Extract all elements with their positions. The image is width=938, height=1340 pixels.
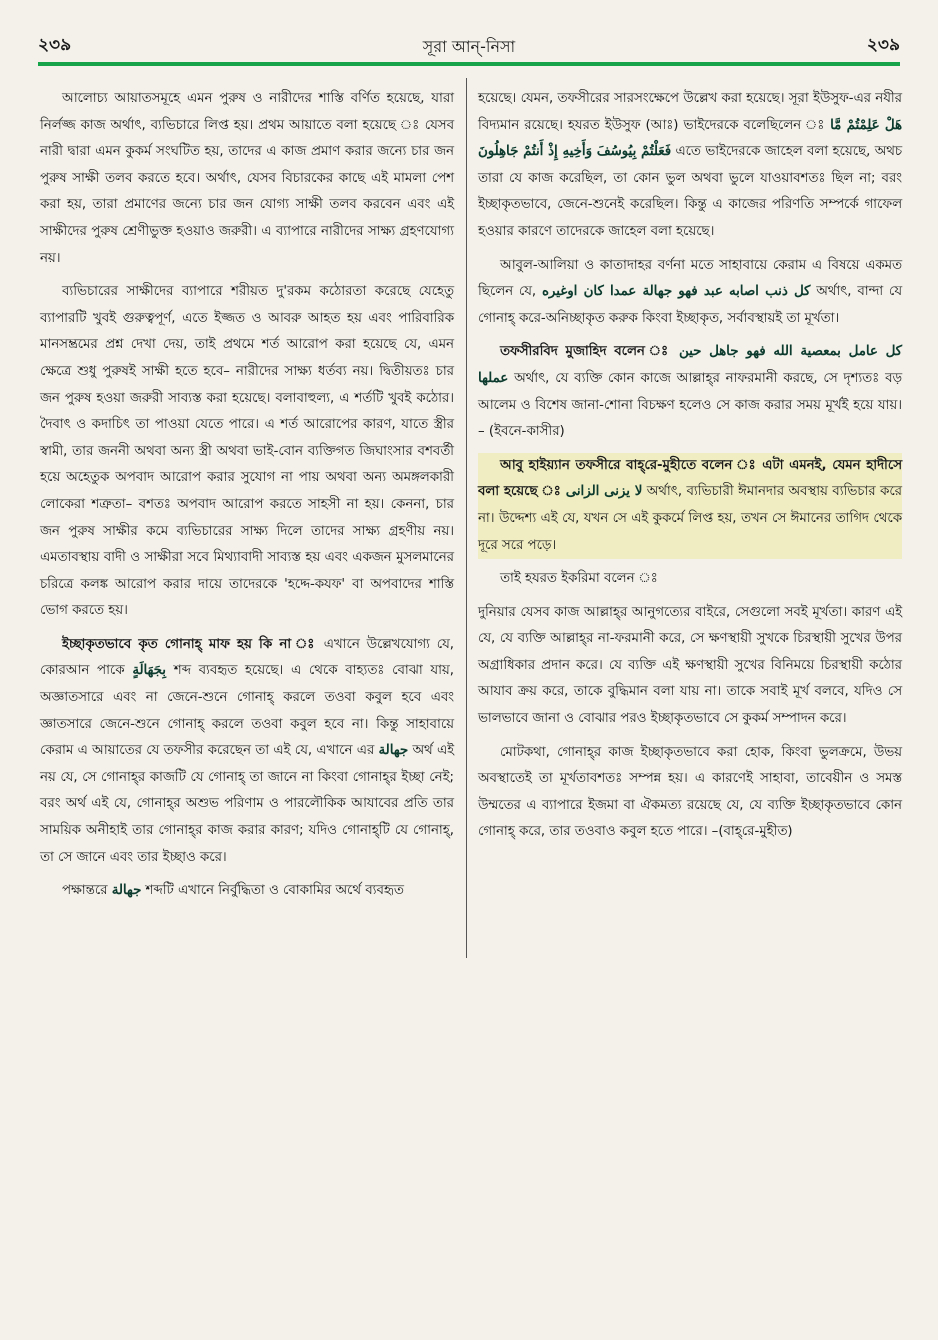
text-span: হয়েছে। যেমন, তফসীরের সারসংক্ষেপে উল্লেখ করা হয়েছে। সূরা ইউসুফ-এর নযীর বিদ্যমান রয়েছে। হযরত ইউসুফ (আঃ) ভাইদেরকে বলেছিলেন ঃ	[478, 91, 902, 133]
text-span: তফসীরবিদ মুজাহিদ বলেন ঃ	[500, 344, 679, 360]
paragraph	[478, 253, 902, 333]
page-number-right: ২৩৯	[866, 35, 900, 55]
paragraph	[478, 339, 902, 445]
text-span: অর্থাৎ, বান্দা যে গোনাহ্ করে-অনিচ্ছাকৃত করুক কিংবা ইচ্ছাকৃত, সর্বাবস্থায়ই তা মূর্খতা।	[478, 284, 902, 326]
text-span: পক্ষান্তরে	[62, 883, 112, 899]
paragraph: আলোচ্য আয়াতসমূহে এমন পুরুষ ও নারীদের শাস্তি বর্ণিত হয়েছে, যারা নির্লজ্জ কাজ অর্থাৎ, ব্যভিচারে লিপ্ত হয়। প্রথম আয়াতে বলা হয়েছে ঃ যেসব নারী দ্বারা এমন কুকর্ম সংঘটিত হয়, তাদের এ কাজ প্রমাণ করার জন্যে চার জন পুরুষ সাক্ষী তলব করতে হবে। অর্থাৎ, যেসব বিচারকের কাছে এই মামলা পেশ করা হয়, তারা প্রমাণের জন্যে চার জন যোগ্য সাক্ষী তলব করবেন এবং এই সাক্ষীদের পুরুষ শ্রেণীভুক্ত হওয়াও জরুরী। এ ব্যাপারে নারীদের সাক্ষ্য গ্রহণযোগ্য নয়।	[40, 91, 454, 266]
text-span: অর্থাৎ, যে ব্যক্তি কোন কাজে আল্লাহ্‌র নাফরমানী করছে, সে দৃশ্যতঃ বড় আলেম ও বিশেষ জানা-শোনা বিচক্ষণ হলেও সে কাজ করার সময় মূর্খই হয়ে যায়। – (ইবনে-কাসীর)	[478, 370, 902, 440]
paragraph	[40, 632, 454, 871]
page-number-left: ২৩৯	[38, 35, 72, 55]
arabic-quote: كل ذنب اصابه عبد فهو جهالة عمدا كان اوغيره	[541, 284, 811, 300]
paragraph: তাই হযরত ইকরিমা বলেন ঃ	[500, 571, 658, 587]
header-rule	[38, 62, 900, 66]
text-span: আবুল-আলিয়া ও কাতাদাহর বর্ণনা মতে সাহাবায়ে কেরাম এ বিষয়ে একমত ছিলেন যে,	[478, 257, 902, 300]
text-span: এতে ভাইদেরকে জাহেল বলা হয়েছে, অথচ তারা যে কাজ করেছিল, তা কোন ভুল অথবা ভুলে যাওয়াবশতঃ ছিল না; বরং ইচ্ছাকৃতভাবে, জেনে-শুনেই করেছিল। কিন্তু এ কাজের পরিণতি সম্পর্কে গাফেল হওয়ার কারণে তাদেরকে জাহেল বলা হয়েছে।	[478, 144, 902, 239]
column-divider	[466, 78, 467, 958]
paragraph: দুনিয়ার যেসব কাজ আল্লাহ্‌র আনুগত্যের বাইরে, সেগুলো সবই মূর্খতা। কারণ এই যে, যে ব্যক্তি আল্লাহ্‌র না-ফরমানী করে, সে ক্ষণস্থায়ী সুখকে চিরস্থায়ী সুখের উপর অগ্রাধিকার প্রদান করে। যে ব্যক্তি এই ক্ষণস্থায়ী সুখের বিনিময়ে চিরস্থায়ী কঠোর আযাব ক্রয় করে, তাকে বুদ্ধিমান বলা যায় না। তাকে সবাই মূর্খ বলবে, যদিও সে ভালভাবে জানা ও বোঝার পরও ইচ্ছাকৃতভাবে সে কুকর্ম সম্পাদন করে।	[478, 604, 902, 727]
text-span: শব্দটি এখানে নির্বুদ্ধিতা ও বোকামির অর্থে ব্যবহৃত	[141, 883, 404, 899]
section-heading: ইচ্ছাকৃতভাবে কৃত গোনাহ্ মাফ হয় কি না ঃ	[62, 636, 317, 652]
arabic-quote: جهالة	[111, 883, 142, 899]
text-span: অর্থ এই নয় যে, সে গোনাহ্‌র কাজটি যে গোনাহ্ তা জানে না কিংবা গোনাহ্‌র ইচ্ছা নেই; বরং অর্থ এই যে, গোনাহ্‌র অশুভ পরিণাম ও পারলৌকিক আযাবের প্রতি তার সাময়িক অনীহাই তার গোনাহ্‌র কাজ করার কারণ; যদিও গোনাহ্‌টি যে গোনাহ্, তা সে জানে এবং তার ইচ্ছাও করে।	[40, 743, 454, 865]
arabic-quote: بِجَهَالَةٍ	[132, 663, 166, 679]
arabic-quote: جهالة	[378, 743, 409, 759]
paragraph	[40, 878, 454, 905]
paragraph: ব্যভিচারের সাক্ষীদের ব্যাপারে শরীয়ত দু'রকম কঠোরতা করেছে যেহেতু ব্যাপারটি খুবই গুরুত্বপূর্ণ, এতে ইজ্জত ও আবরু আহত হয় এবং পারিবারিক মানসম্ভ্রমের প্রশ্ন দেখা দেয়, তাই প্রথমে শর্ত আরোপ করা হয়েছে যে, এমন ক্ষেত্রে শুধু পুরুষই সাক্ষী হতে হবে– নারীদের সাক্ষ্য ধর্তব্য নয়। দ্বিতীয়তঃ চার জন পুরুষ হওয়া জরুরী সাব্যস্ত করা হয়েছে। বলাবাহুল্য, এ শর্তটি খুবই কঠোর। দৈবাৎ ও কদাচিৎ তা পাওয়া যেতে পারে। এ শর্ত আরোপের কারণ, যাতে স্ত্রীর স্বামী, তার জননী অথবা অন্য স্ত্রী অথবা ভাই-বোন ব্যক্তিগত জিঘাংসার বশবর্তী হয়ে অহেতুক অপবাদ আরোপ করার সুযোগ না পায় অথবা অন্য অমঙ্গলকারী লোকেরা শত্রুতা– বশতঃ অপবাদ আরোপ করতে সাহসী না হয়। কেননা, চার জন পুরুষ সাক্ষীর কমে ব্যভিচারের সাক্ষ্য দিলে তাদের সাক্ষ্য গ্রহণীয় নয়। এমতাবস্থায় বাদী ও সাক্ষীরা সবে মিথ্যাবাদী সাব্যস্ত হয় এবং একজন মুসলমানের চরিত্রে কলঙ্ক আরোপ করার দায়ে তাদেরকে 'হদ্দে-কযফ' বা অপবাদের শাস্তি ভোগ করতে হয়।	[40, 284, 454, 619]
left-column	[40, 86, 454, 912]
paragraph	[478, 453, 902, 559]
paragraph	[478, 86, 902, 246]
arabic-quote: هَلْ عَلِمْتُمْ مَّا فَعَلْتُمْ بِيُوسُفَ وَأَخِيهِ إِذْ أَنتُمْ جَاهِلُونَ	[478, 117, 903, 160]
arabic-quote: لا يزنى الزانى	[565, 484, 643, 500]
page-header	[38, 30, 900, 60]
text-span: অর্থাৎ, ব্যভিচারী ঈমানদার অবস্থায় ব্যভিচার করে না। উদ্দেশ্য এই যে, যখন সে এই কুকর্মে লিপ্ত হয়, তখন সে ঈমানের তাগিদ থেকে দূরে সরে পড়ে।	[478, 484, 902, 553]
text-span: শব্দ ব্যবহৃত হয়েছে। এ থেকে বাহ্যতঃ বোঝা যায়, অজ্ঞাতসারে এবং না জেনে-শুনে গোনাহ্ করলে তওবা কবুল হবে এবং জ্ঞাতসারে জেনে-শুনে গোনাহ্ করলে তওবা কবুল হবে না। কিন্তু সাহাবায়ে কেরাম এ আয়াতের যে তফসীর করেছেন তা এই যে, এখানে এর	[40, 663, 454, 759]
surah-title: সূরা আন্‌-নিসা	[422, 37, 516, 56]
arabic-quote: كل عامل بمعصية الله فهو جاهل حين عملها	[478, 344, 902, 386]
text-span: এখানে উল্লেখযোগ্য যে, কোরআন পাকে	[40, 636, 455, 679]
text-span: আবু হাইয়্যান তফসীরে বাহ্‌রে-মুহীতে বলেন ঃ এটা এমনই, যেমন হাদীসে বলা হয়েছে ঃ	[478, 457, 902, 500]
right-column	[478, 86, 902, 853]
paragraph: মোটকথা, গোনাহ্‌র কাজ ইচ্ছাকৃতভাবে করা হোক, কিংবা ভুলক্রমে, উভয় অবস্থাতেই তা মূর্খতাবশতঃ সম্পন্ন হয়। এ কারণেই সাহাবা, তাবেয়ীন ও সমস্ত উম্মতের এ ব্যাপারে ইজমা বা ঐকমত্য রয়েছে যে, যে ব্যক্তি ইচ্ছাকৃতভাবে কোন গোনাহ্ করে, তার তওবাও কবুল হতে পারে। –(বাহ্‌রে-মুহীত)	[478, 744, 902, 840]
